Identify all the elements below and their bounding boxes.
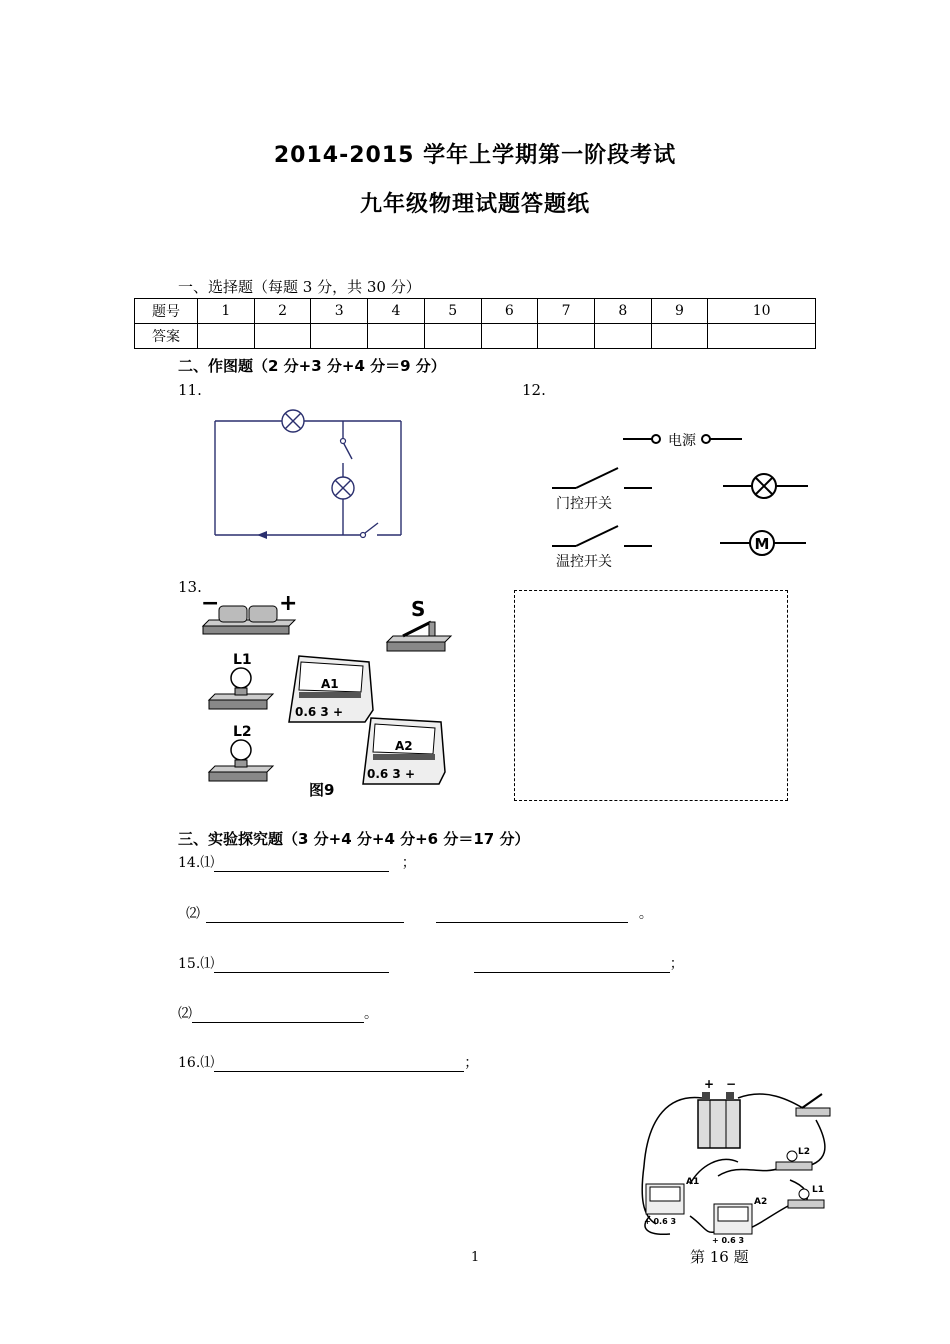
q16-part1 — [178, 1052, 478, 1072]
question-number-cell: 5 — [424, 299, 481, 324]
q14-1-label: 14.⑴ — [178, 855, 215, 871]
motor-label: M — [754, 535, 770, 553]
figure-9-label: 图9 — [309, 781, 335, 799]
answer-cell[interactable] — [651, 324, 708, 349]
ammeter-a2-label: A2 — [395, 739, 413, 753]
q14-part1 — [178, 852, 416, 872]
answer-cell[interactable] — [254, 324, 311, 349]
period: 。 — [638, 906, 653, 922]
bulb-icon — [776, 1147, 812, 1170]
table-row — [135, 299, 816, 324]
semicolon: ； — [401, 855, 416, 871]
bulb-icon — [209, 724, 273, 781]
answer-table — [134, 298, 816, 349]
semicolon: ； — [464, 1055, 479, 1071]
power-source-label: 电源 — [668, 433, 696, 449]
battery-minus-label: − — [726, 1077, 737, 1091]
answer-blank[interactable] — [214, 857, 389, 872]
answer-cell[interactable] — [198, 324, 255, 349]
period: 。 — [364, 1006, 378, 1022]
ammeter-a1-terminals: 0.6 3 + — [295, 705, 344, 719]
q15-part2 — [178, 1003, 378, 1023]
door-switch-label: 门控开关 — [556, 496, 612, 512]
drawing-answer-box[interactable] — [514, 590, 788, 801]
question-number-cell: 10 — [708, 299, 816, 324]
q15-part1 — [178, 953, 684, 973]
bulb-l1-label: L1 — [233, 652, 252, 668]
page-title: 2014-2015 学年上学期第一阶段考试 — [273, 143, 677, 168]
q12-label: 12. — [522, 381, 546, 399]
q15-1-label: 15.⑴ — [178, 956, 215, 972]
bulb-l1-label: L1 — [812, 1185, 824, 1195]
q12-components-diagram — [540, 420, 825, 580]
question-number-cell: 9 — [651, 299, 708, 324]
q15-2-label: ⑵ — [178, 1006, 192, 1022]
answer-blank[interactable] — [436, 908, 628, 923]
ammeter-a1-label: A1 — [321, 677, 339, 691]
bulb-l2-label: L2 — [233, 724, 252, 740]
page-number: 1 — [471, 1250, 480, 1265]
q11-circuit-diagram — [205, 405, 410, 545]
battery-minus-label: − — [201, 592, 220, 616]
ammeter-a2-terminals: 0.6 3 + — [367, 767, 416, 781]
answer-blank[interactable] — [192, 1008, 364, 1023]
ammeter-a1-label: A1 — [686, 1177, 700, 1187]
ammeter-a2-label: A2 — [754, 1197, 768, 1207]
answer-cell[interactable] — [481, 324, 538, 349]
q14-2-label: ⑵ — [186, 906, 200, 922]
lamp-icon — [752, 474, 776, 498]
answer-cell[interactable] — [594, 324, 651, 349]
lamp-icon — [282, 410, 304, 432]
q13-components-picture — [195, 592, 475, 804]
answer-cell[interactable] — [538, 324, 595, 349]
ammeter-icon — [712, 1197, 767, 1244]
q16-1-label: 16.⑴ — [178, 1055, 215, 1071]
semicolon: ； — [669, 956, 684, 972]
table-row — [135, 324, 816, 349]
question-number-cell: 4 — [368, 299, 425, 324]
battery-plus-label: + — [704, 1077, 715, 1091]
question-number-cell: 7 — [538, 299, 595, 324]
question-number-cell: 2 — [254, 299, 311, 324]
row-label-number: 题号 — [135, 299, 198, 324]
ammeter-icon — [289, 656, 373, 722]
section1-heading: 一、选择题（每题 3 分，共 30 分） — [178, 278, 421, 296]
answer-blank[interactable] — [206, 908, 404, 923]
battery-plus-label: + — [279, 592, 298, 616]
question-number-cell: 3 — [311, 299, 368, 324]
bulb-icon — [788, 1185, 824, 1208]
answer-cell[interactable] — [708, 324, 816, 349]
row-label-answer: 答案 — [135, 324, 198, 349]
motor-icon — [750, 531, 774, 555]
bulb-icon — [209, 652, 273, 709]
answer-blank[interactable] — [474, 958, 670, 973]
q14-part2 — [186, 903, 653, 923]
ammeter-icon — [363, 718, 445, 784]
bulb-l2-label: L2 — [798, 1147, 810, 1157]
answer-cell[interactable] — [311, 324, 368, 349]
lamp-icon — [332, 477, 354, 499]
switch-icon — [387, 597, 451, 651]
section2-heading: 二、作图题（2 分+3 分+4 分＝9 分） — [178, 357, 446, 375]
section3-heading: 三、实验探究题（3 分+4 分+4 分+6 分＝17 分） — [178, 830, 530, 848]
page-subtitle: 九年级物理试题答题纸 — [359, 192, 590, 217]
figure16-circuit-picture — [630, 1076, 840, 1244]
battery-icon — [698, 1077, 740, 1148]
answer-blank[interactable] — [214, 958, 389, 973]
arrow-icon — [257, 531, 267, 539]
q13-label: 13. — [178, 578, 202, 596]
answer-blank[interactable] — [214, 1057, 464, 1072]
q11-label: 11. — [178, 381, 202, 399]
switch-label: S — [411, 597, 426, 621]
question-number-cell: 6 — [481, 299, 538, 324]
battery-icon — [201, 592, 297, 634]
switch-icon — [796, 1094, 830, 1116]
ammeter-a2-terminals: + 0.6 3 — [712, 1236, 745, 1244]
question-number-cell: 8 — [594, 299, 651, 324]
figure16-caption: 第 16 题 — [690, 1248, 749, 1266]
answer-cell[interactable] — [424, 324, 481, 349]
answer-cell[interactable] — [368, 324, 425, 349]
ammeter-a1-terminals: + 0.6 3 — [644, 1217, 677, 1226]
temp-switch-label: 温控开关 — [556, 554, 612, 570]
ammeter-icon — [644, 1177, 699, 1226]
question-number-cell: 1 — [198, 299, 255, 324]
